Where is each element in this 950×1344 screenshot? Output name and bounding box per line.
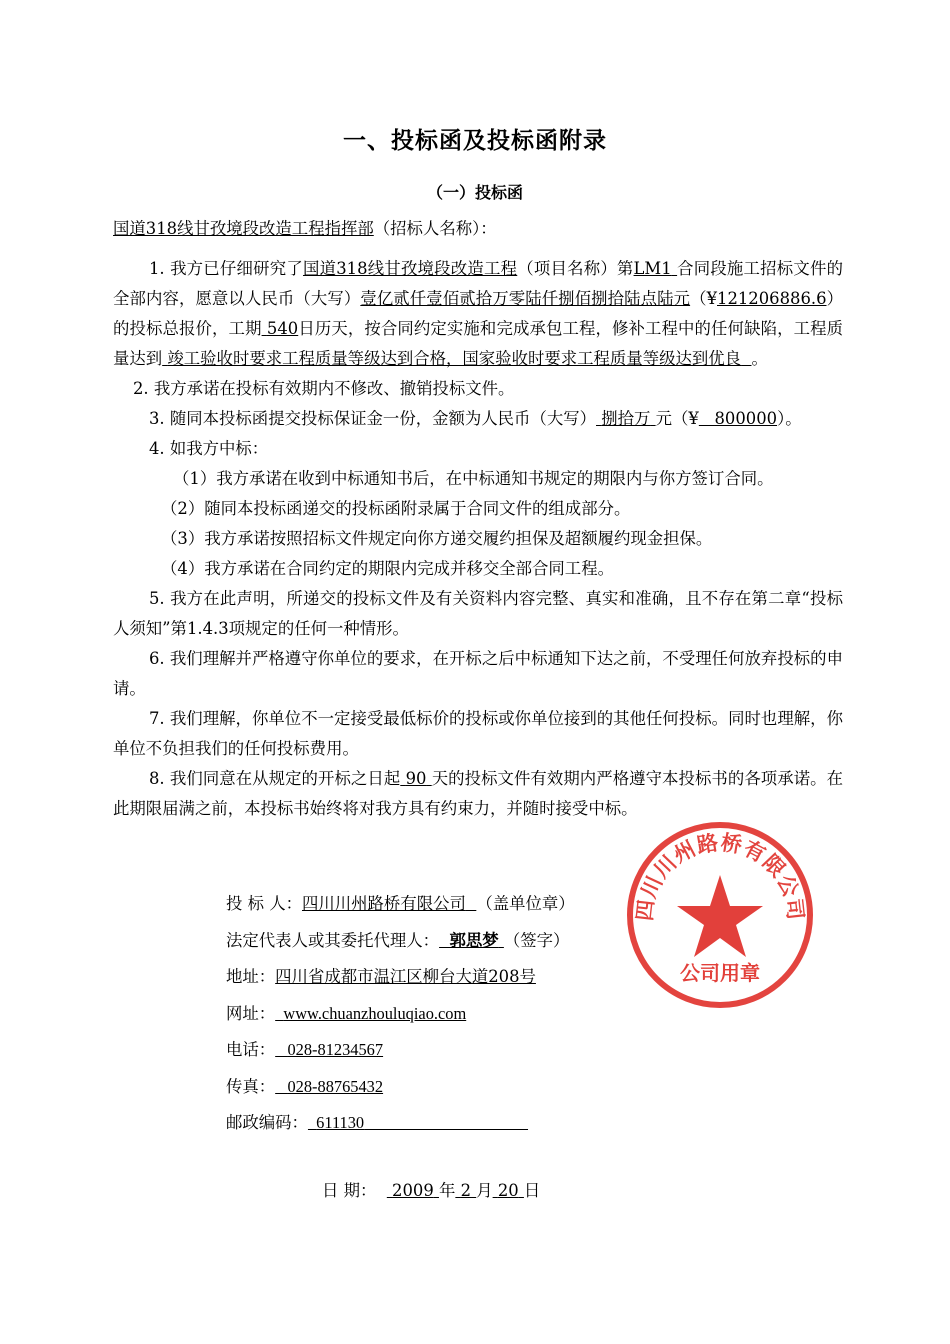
p1-text-c: 合同段施工招标文件的全部内容，愿意以人民币（大写） <box>113 259 844 308</box>
p1-text-e: ）的投标总报价，工期 <box>113 289 844 338</box>
letter-body <box>113 214 843 824</box>
fax-value: 028-88765432 <box>287 1076 384 1096</box>
duration-days <box>262 319 299 338</box>
validity-value: 90 <box>405 769 427 788</box>
bid-amount-words: 壹亿贰仟壹佰贰拾万零陆仟捌佰捌拾陆点陆元 <box>360 289 691 308</box>
date-day-unit: 日 <box>523 1181 541 1200</box>
postcode-row <box>226 1105 706 1142</box>
bond-amount-words <box>596 409 656 428</box>
phone-value: 028-81234567 <box>287 1040 384 1059</box>
p1-text-a: 1. 我方已仔细研究了 <box>149 259 303 278</box>
paragraph-5: 5. 我方在此声明，所递交的投标文件及有关资料内容完整、真实和准确，且不存在第二章“投标人须知”第1.4.3项规定的任何一种情形。 <box>113 589 843 638</box>
representative-label: 法定代表人或其委托代理人： <box>226 930 440 950</box>
website-value: www.chuanzhouluqiao.com <box>283 1003 467 1023</box>
seal-ring-text: 四川川州路桥有限公司 <box>632 830 808 922</box>
p4-item-2: （2）随同本投标函递交的投标函附录属于合同文件的组成部分。 <box>161 499 631 518</box>
postcode-value: 611130 <box>316 1113 365 1132</box>
phone-label: 电话： <box>226 1040 276 1059</box>
section-number <box>634 259 678 278</box>
p1-text-g: 。 <box>751 349 768 368</box>
page-title: 一、投标函及投标函附录 <box>343 128 607 154</box>
addressee-name: 国道318线甘孜境段改造工程指挥部 <box>113 219 374 238</box>
address-value: 四川省成都市温江区柳台大道208号 <box>275 967 536 986</box>
bidder-name: 四川川州路桥有限公司 <box>301 894 466 913</box>
p1-text-d: （¥ <box>690 289 718 308</box>
quality-requirement <box>162 349 751 368</box>
postcode-label: 邮政编码： <box>226 1113 308 1132</box>
paragraph-6: 6. 我们理解并严格遵守你单位的要求，在开标之后中标通知下达之前，不受理任何放弃投标的申请。 <box>113 649 843 698</box>
p3-text-b: 元（¥ <box>655 409 699 428</box>
p4-item-1: （1）我方承诺在收到中标通知书后，在中标通知书规定的期限内与你方签订合同。 <box>173 469 774 488</box>
p1-text-f: 日历天，按合同约定实施和完成承包工程，修补工程中的任何缺陷，工程质量达到 <box>113 319 844 368</box>
phone-row <box>226 1032 706 1069</box>
p8-text-b: 天的投标文件有效期内严格遵守本投标书的各项承诺。在此期限届满之前，本投标书始终将对我方具有约束力，并随时接受中标。 <box>113 769 843 818</box>
seal-center-text: 公司用章 <box>680 961 760 985</box>
date-line <box>322 1177 540 1201</box>
date-month-unit: 月 <box>476 1181 493 1200</box>
date-day: 20 <box>497 1181 519 1200</box>
p3-text-a: 3. 随同本投标函提交投标保证金一份，金额为人民币（大写） <box>149 409 597 428</box>
paragraph-4: 4. 如我方中标： <box>149 439 269 458</box>
section-value: LM1 <box>633 259 672 278</box>
address-label: 地址： <box>226 967 276 986</box>
duration-value: 540 <box>266 319 299 338</box>
quality-value: 竣工验收时要求工程质量等级达到合格，国家验收时要求工程质量等级达到优良 <box>167 349 742 368</box>
date-label: 日 期： <box>322 1181 377 1200</box>
fax-label: 传真： <box>226 1076 276 1096</box>
bond-words-value: 捌拾万 <box>601 409 651 428</box>
fax-row <box>226 1069 706 1106</box>
addressee-suffix: （招标人名称）： <box>373 219 497 238</box>
paragraph-3 <box>113 404 843 434</box>
p1-text-b: （项目名称）第 <box>517 259 634 278</box>
p4-item-4: （4）我方承诺在合同约定的期限内完成并移交全部合同工程。 <box>161 559 614 578</box>
website-label: 网址： <box>226 1003 276 1023</box>
bond-amount-number <box>699 409 777 428</box>
bond-number-value: 800000 <box>714 409 778 428</box>
date-year-unit: 年 <box>438 1181 456 1200</box>
date-year: 2009 <box>392 1181 434 1200</box>
p4-item-3: （3）我方承诺按照招标文件规定向你方递交履约担保及超额履约现金担保。 <box>161 529 713 548</box>
representative-note: （签字） <box>503 930 570 950</box>
p8-text-a: 8. 我们同意在从规定的开标之日起 <box>149 769 401 788</box>
seal-star-icon <box>677 875 763 957</box>
validity-days <box>400 769 431 788</box>
bidder-note: （盖单位章） <box>476 894 575 913</box>
representative-signature: 郭思梦 <box>449 930 499 950</box>
section-subtitle: （一）投标函 <box>426 183 523 202</box>
bidder-label: 投 标 人： <box>226 894 302 913</box>
paragraph-8 <box>113 764 843 824</box>
p3-text-c: ）。 <box>777 409 802 428</box>
company-seal <box>625 820 815 1010</box>
date-month: 2 <box>460 1181 472 1200</box>
paragraph-7: 7. 我们理解，你单位不一定接受最低标价的投标或你单位接到的其他任何投标。同时也理解，你单位不负担我们的任何投标费用。 <box>113 709 843 758</box>
project-name: 国道318线甘孜境段改造工程 <box>302 259 518 278</box>
bid-amount-number: 121206886.6 <box>717 289 827 308</box>
paragraph-1 <box>113 254 843 374</box>
addressee-line <box>113 214 843 244</box>
paragraph-2: 2. 我方承诺在投标有效期内不修改、撤销投标文件。 <box>133 379 515 398</box>
